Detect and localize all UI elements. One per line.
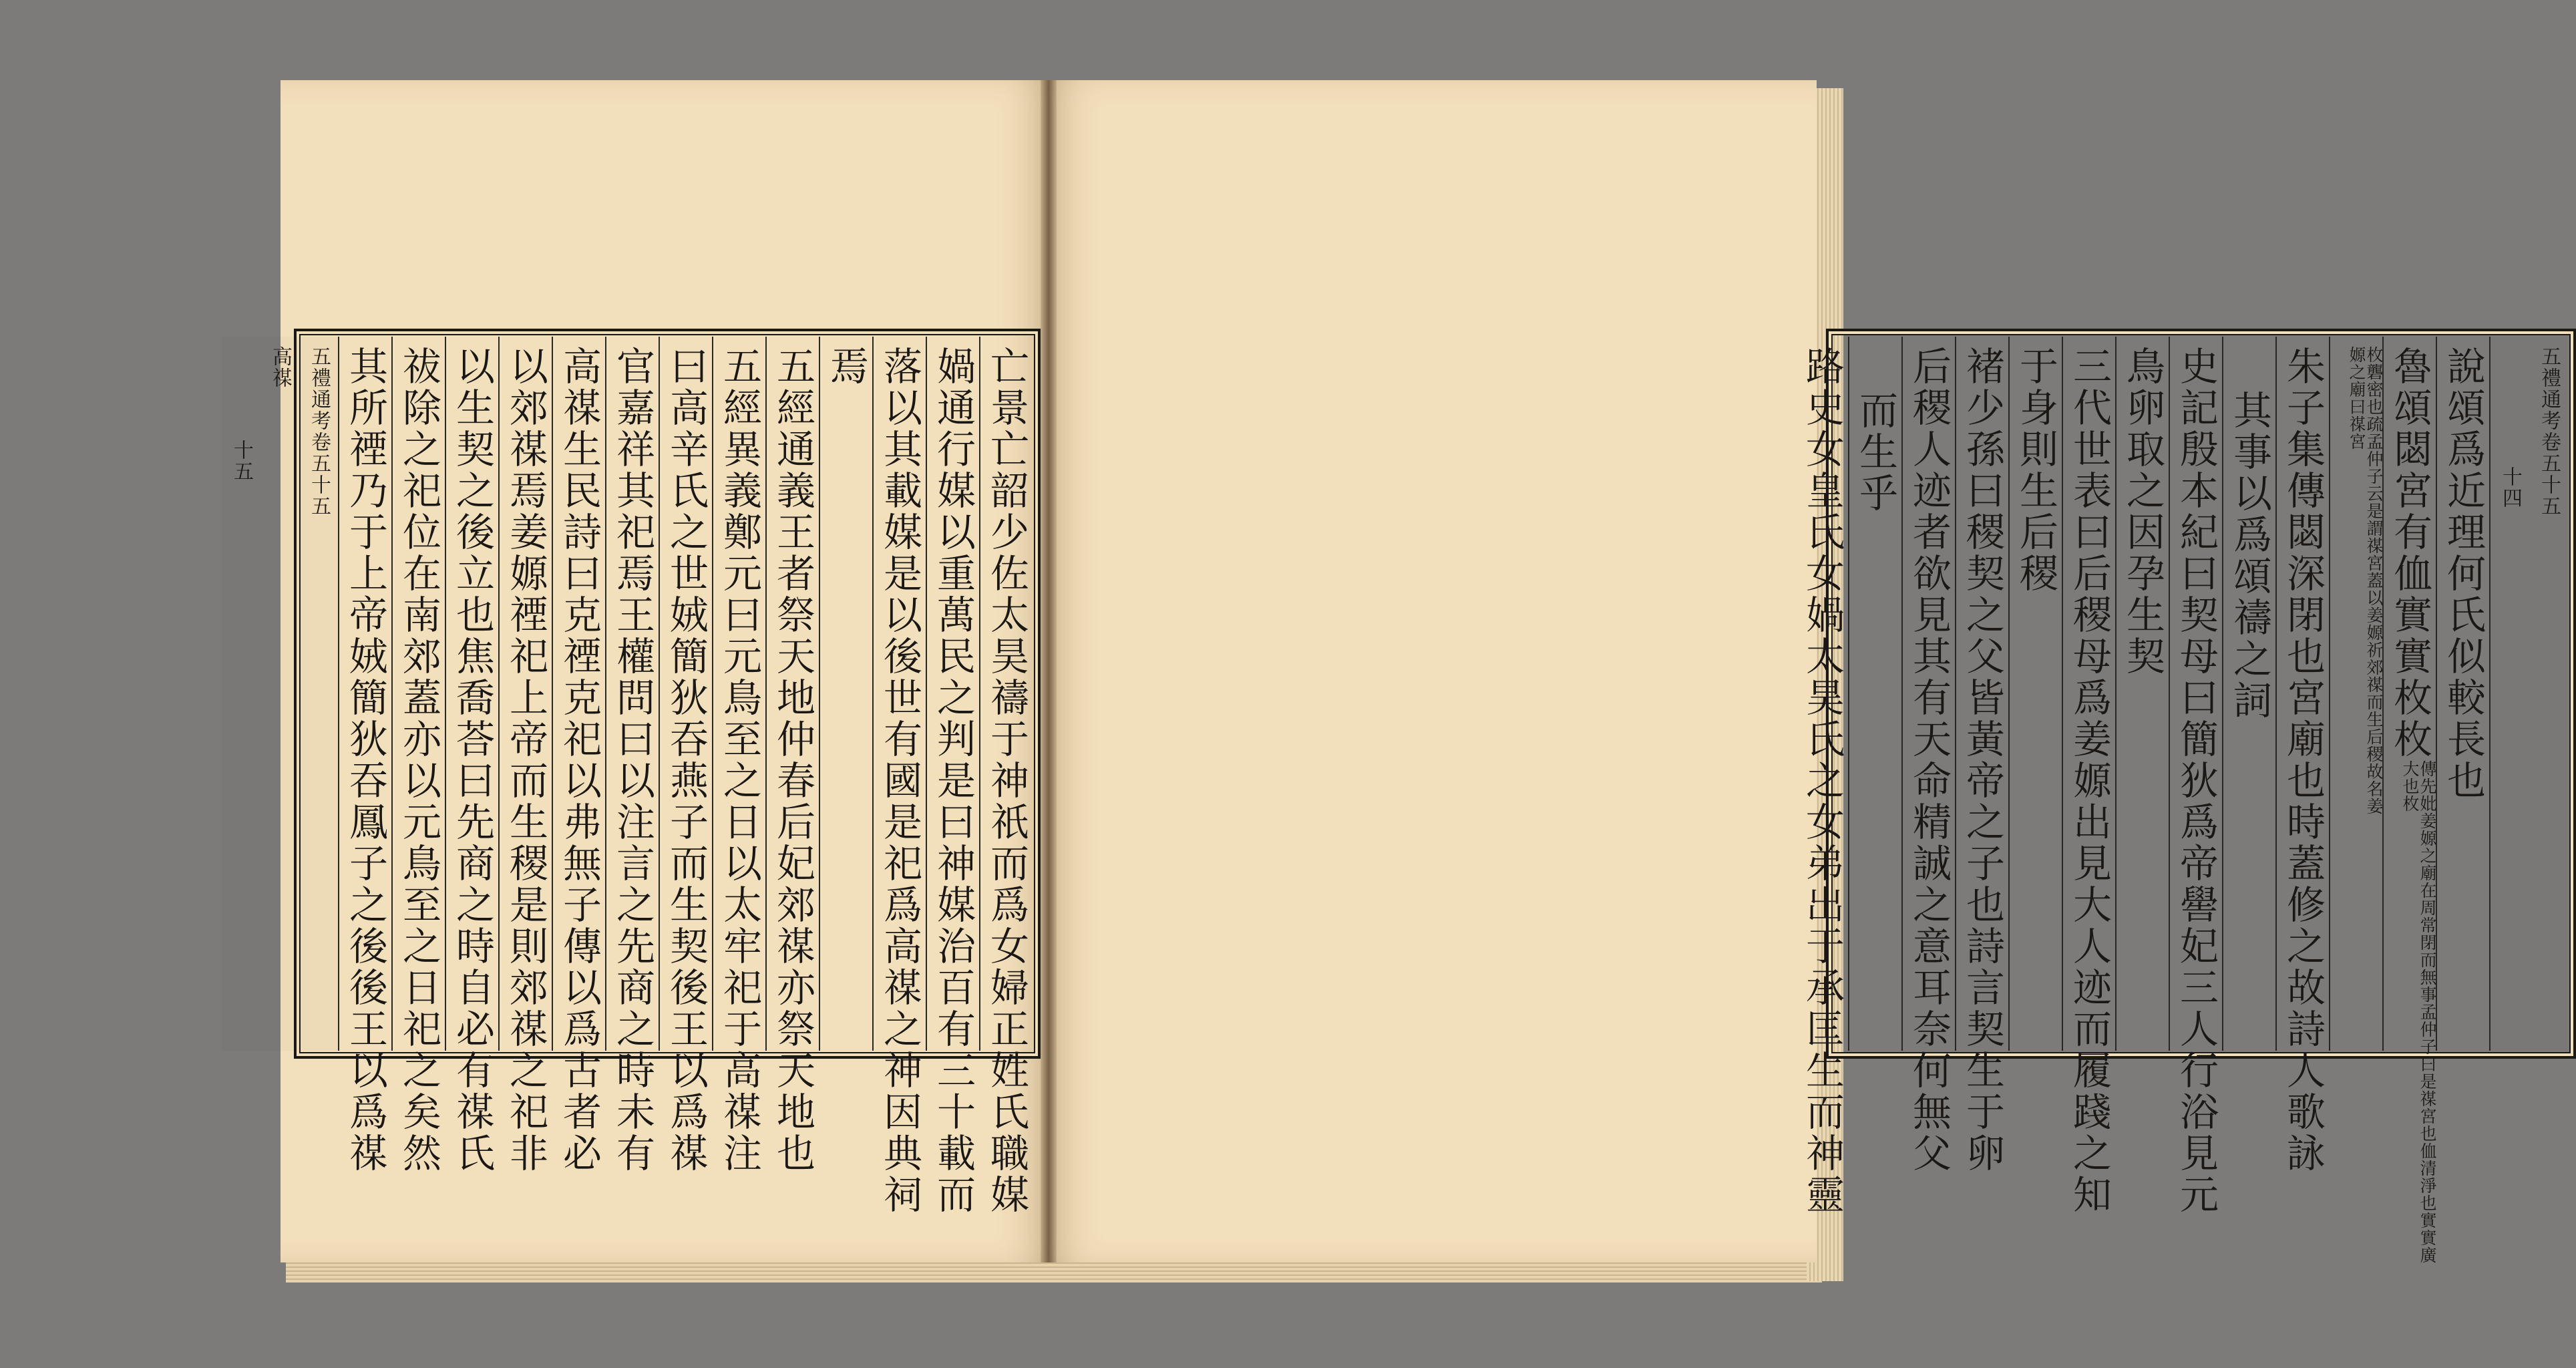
text-column: 其事以爲頌禱之詞: [2222, 337, 2275, 1051]
text-column: 三代世表曰后稷母爲姜嫄出見大人迹而履踐之知: [2062, 337, 2115, 1051]
left-spine-column: [222, 337, 338, 1051]
text-column: 五經通義王者祭天地仲春后妃郊禖亦祭天地也: [765, 337, 819, 1051]
text-column: 落以其載媒是以後世有國是祀爲高禖之神因典祠: [872, 337, 926, 1051]
text-column: 朱子集傳閟深閉也宮廟也時蓋修之故詩人歌詠: [2275, 337, 2329, 1051]
text-column: 說頌爲近理何氏似較長也: [2436, 337, 2489, 1051]
spine-title: 五禮通考卷五十五: [307, 346, 331, 517]
left-text-frame: [230, 329, 1041, 1216]
text-column: [2329, 337, 2382, 1051]
text-column: 史記殷本紀曰契母曰簡狄爲帝嚳妃三人行浴見元: [2169, 337, 2222, 1051]
commentary-note: 傳先妣姜嫄之廟在周常閉而無事孟仲子曰是禖宮也侐清淨也實實廣大也枚: [2400, 760, 2437, 1264]
right-page: [1049, 80, 2561, 1264]
text-column: 其所禋乃于上帝娀簡狄吞鳳子之後後王以爲禖: [338, 337, 391, 1051]
right-text-frame: [1799, 329, 2576, 1264]
text-column: 五經異義鄭元曰元鳥至之日以太牢祀于高禖注: [712, 337, 765, 1051]
text-column: 祓除之祀位在南郊蓋亦以元鳥至之日祀之矣然: [391, 337, 445, 1051]
spine-section: 高禖: [268, 346, 292, 389]
commentary-note: 枚礱密也疏孟仲子云是謂禖宮蓋以姜嫄祈郊禖而生后稷故名姜嫄之廟曰禖宮: [2347, 346, 2384, 815]
text-column: 高禖生民詩曰克禋克祀以弗無子傳以爲古者必: [552, 337, 605, 1051]
text-main: 魯頌閟宮有侐實實枚枚: [2387, 346, 2432, 760]
right-columns: [1799, 337, 2568, 1264]
left-page: [230, 80, 1049, 1262]
spine-page-number: 十四: [2499, 466, 2522, 509]
text-column: 于身則生后稷: [2008, 337, 2062, 1051]
text-column: 以生契之後立也焦喬荅曰先商之時自必有禖氏: [445, 337, 498, 1051]
text-column: [2382, 337, 2437, 1264]
spine-page-number: 十五: [230, 440, 253, 482]
left-columns: [230, 337, 1033, 1216]
text-column: 亡景亡韶少佐太昊禱于神祇而爲女婦正姓氏職媒: [979, 337, 1033, 1051]
text-column: 褚少孫曰稷契之父皆黃帝之子也詩言契生于卵: [1955, 337, 2008, 1051]
text-column: 路史女皇氏女媧太昊氏之女弟出于承匡生而神靈: [1799, 346, 1845, 1216]
text-column: 官嘉祥其祀焉王權問曰以注言之先商之時未有: [605, 337, 659, 1051]
text-column: 焉: [819, 337, 872, 1051]
text-column: 媧通行媒以重萬民之判是曰神媒治百有三十載而: [926, 337, 979, 1051]
book-gutter: [1041, 80, 1057, 1262]
text-column: 以郊禖焉姜嫄禋祀上帝而生稷是則郊禖之祀非: [498, 337, 552, 1051]
text-column: 而生乎: [1848, 337, 1901, 1051]
text-column: 鳥卵取之因孕生契: [2115, 337, 2169, 1051]
spine-title: 五禮通考卷五十五: [2537, 346, 2561, 517]
right-spine-column: [2489, 337, 2568, 1051]
text-column: 曰高辛氏之世娀簡狄吞燕子而生契後王以爲禖: [659, 337, 712, 1051]
text-column: 后稷人迹者欲見其有天命精誠之意耳奈何無父: [1901, 337, 1955, 1051]
open-book: [230, 80, 2561, 1282]
